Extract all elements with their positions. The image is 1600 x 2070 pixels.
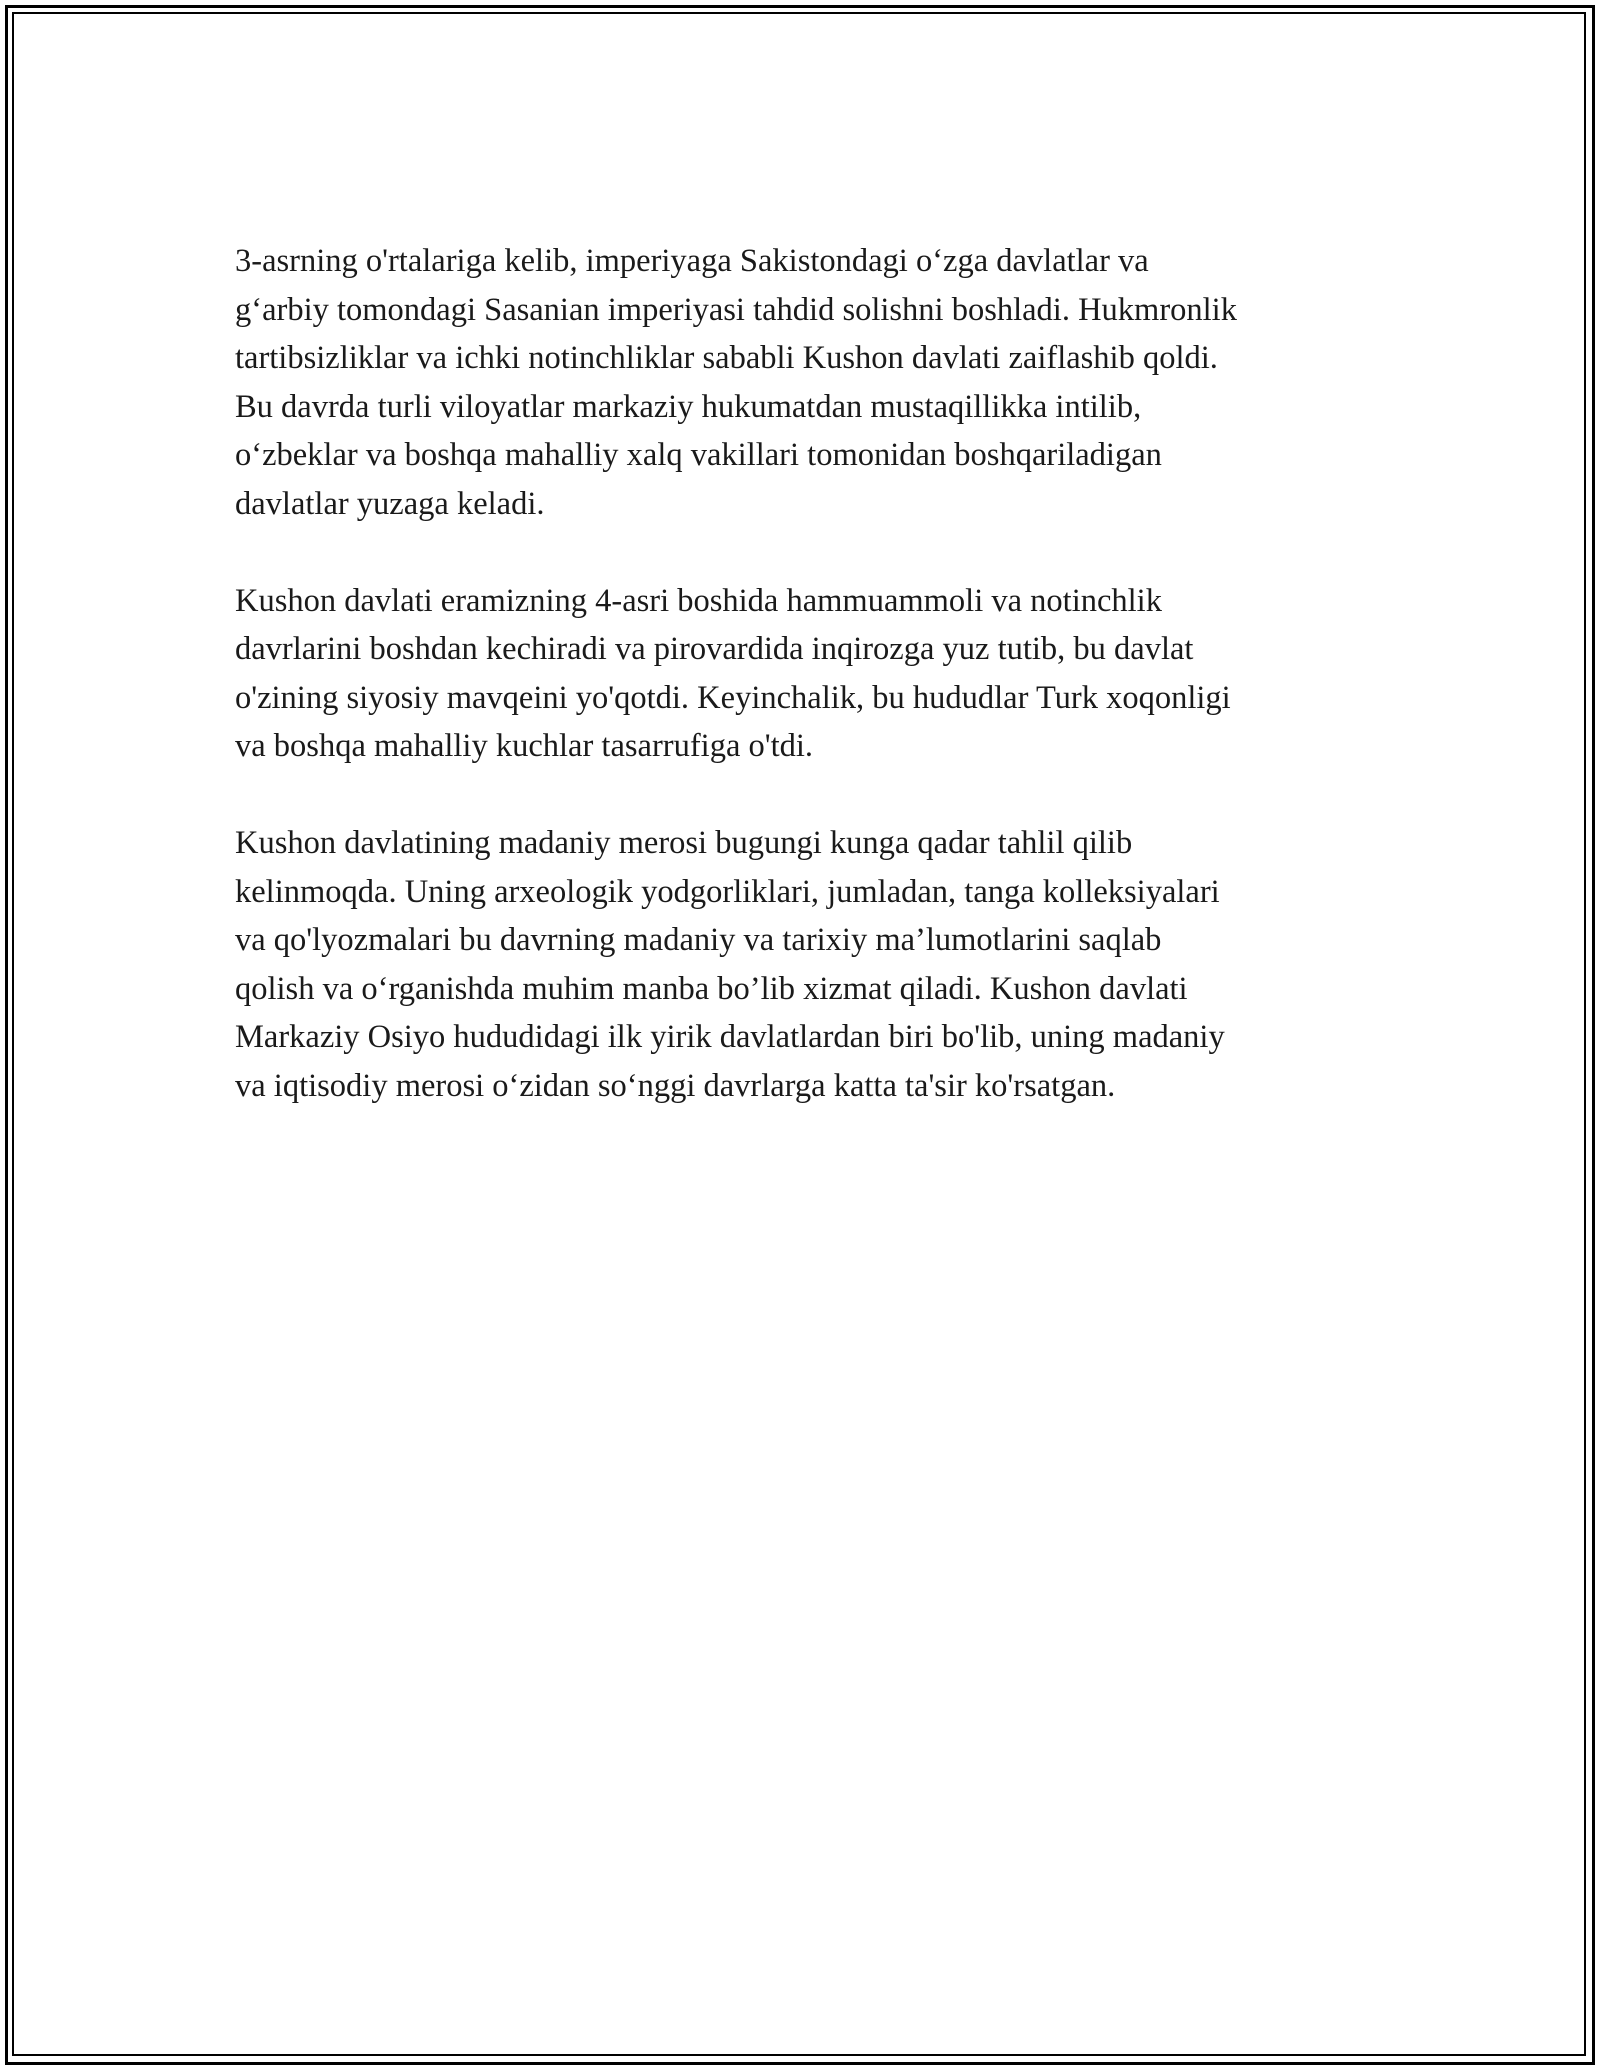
- text-line: davlatlar yuzaga keladi.: [235, 485, 545, 522]
- paragraph-1: [235, 237, 1385, 528]
- text-line: g‘arbiy tomondagi Sasanian imperiyasi tahdid solishni boshladi. Hukmronlik: [235, 291, 1237, 328]
- text-line: Markaziy Osiyo hududidagi ilk yirik davlatlardan biri bo'lib, uning madaniy: [235, 1019, 1225, 1055]
- text-line: tartibsizliklar va ichki notinchliklar sababli Kushon davlati zaiflashib qoldi.: [235, 340, 1218, 376]
- text-line: va boshqa mahalliy kuchlar tasarrufiga o'tdi.: [235, 728, 814, 764]
- text-line: va qo'lyozmalari bu davrning madaniy va tarixiy ma’lumotlarini saqlab: [235, 922, 1162, 958]
- text-line: Kushon davlati eramizning 4-asri boshida hammuammoli va notinchlik: [235, 582, 1162, 619]
- document-body: [235, 237, 1385, 1159]
- text-line: 3-asrning o'rtalariga kelib, imperiyaga Sakistondagi o‘zga davlatlar va: [235, 243, 1149, 279]
- text-line: qolish va o‘rganishda muhim manba bo’lib xizmat qiladi. Kushon davlati: [235, 970, 1188, 1007]
- paragraph-3: [235, 819, 1385, 1110]
- text-line: o‘zbeklar va boshqa mahalliy xalq vakillari tomonidan boshqariladigan: [235, 437, 1162, 473]
- paragraph-2: [235, 577, 1385, 771]
- text-line: davrlarini boshdan kechiradi va pirovardida inqirozga yuz tutib, bu davlat: [235, 631, 1194, 667]
- text-line: o'zining siyosiy mavqeini yo'qotdi. Keyinchalik, bu hududlar Turk xoqonligi: [235, 679, 1231, 716]
- text-line: va iqtisodiy merosi o‘zidan so‘nggi davrlarga katta ta'sir ko'rsatgan.: [235, 1067, 1116, 1104]
- text-line: kelinmoqda. Uning arxeologik yodgorliklari, jumladan, tanga kolleksiyalari: [235, 873, 1220, 910]
- text-line: Kushon davlatining madaniy merosi bugungi kunga qadar tahlil qilib: [235, 825, 1133, 861]
- text-line: Bu davrda turli viloyatlar markaziy hukumatdan mustaqillikka intilib,: [235, 388, 1142, 425]
